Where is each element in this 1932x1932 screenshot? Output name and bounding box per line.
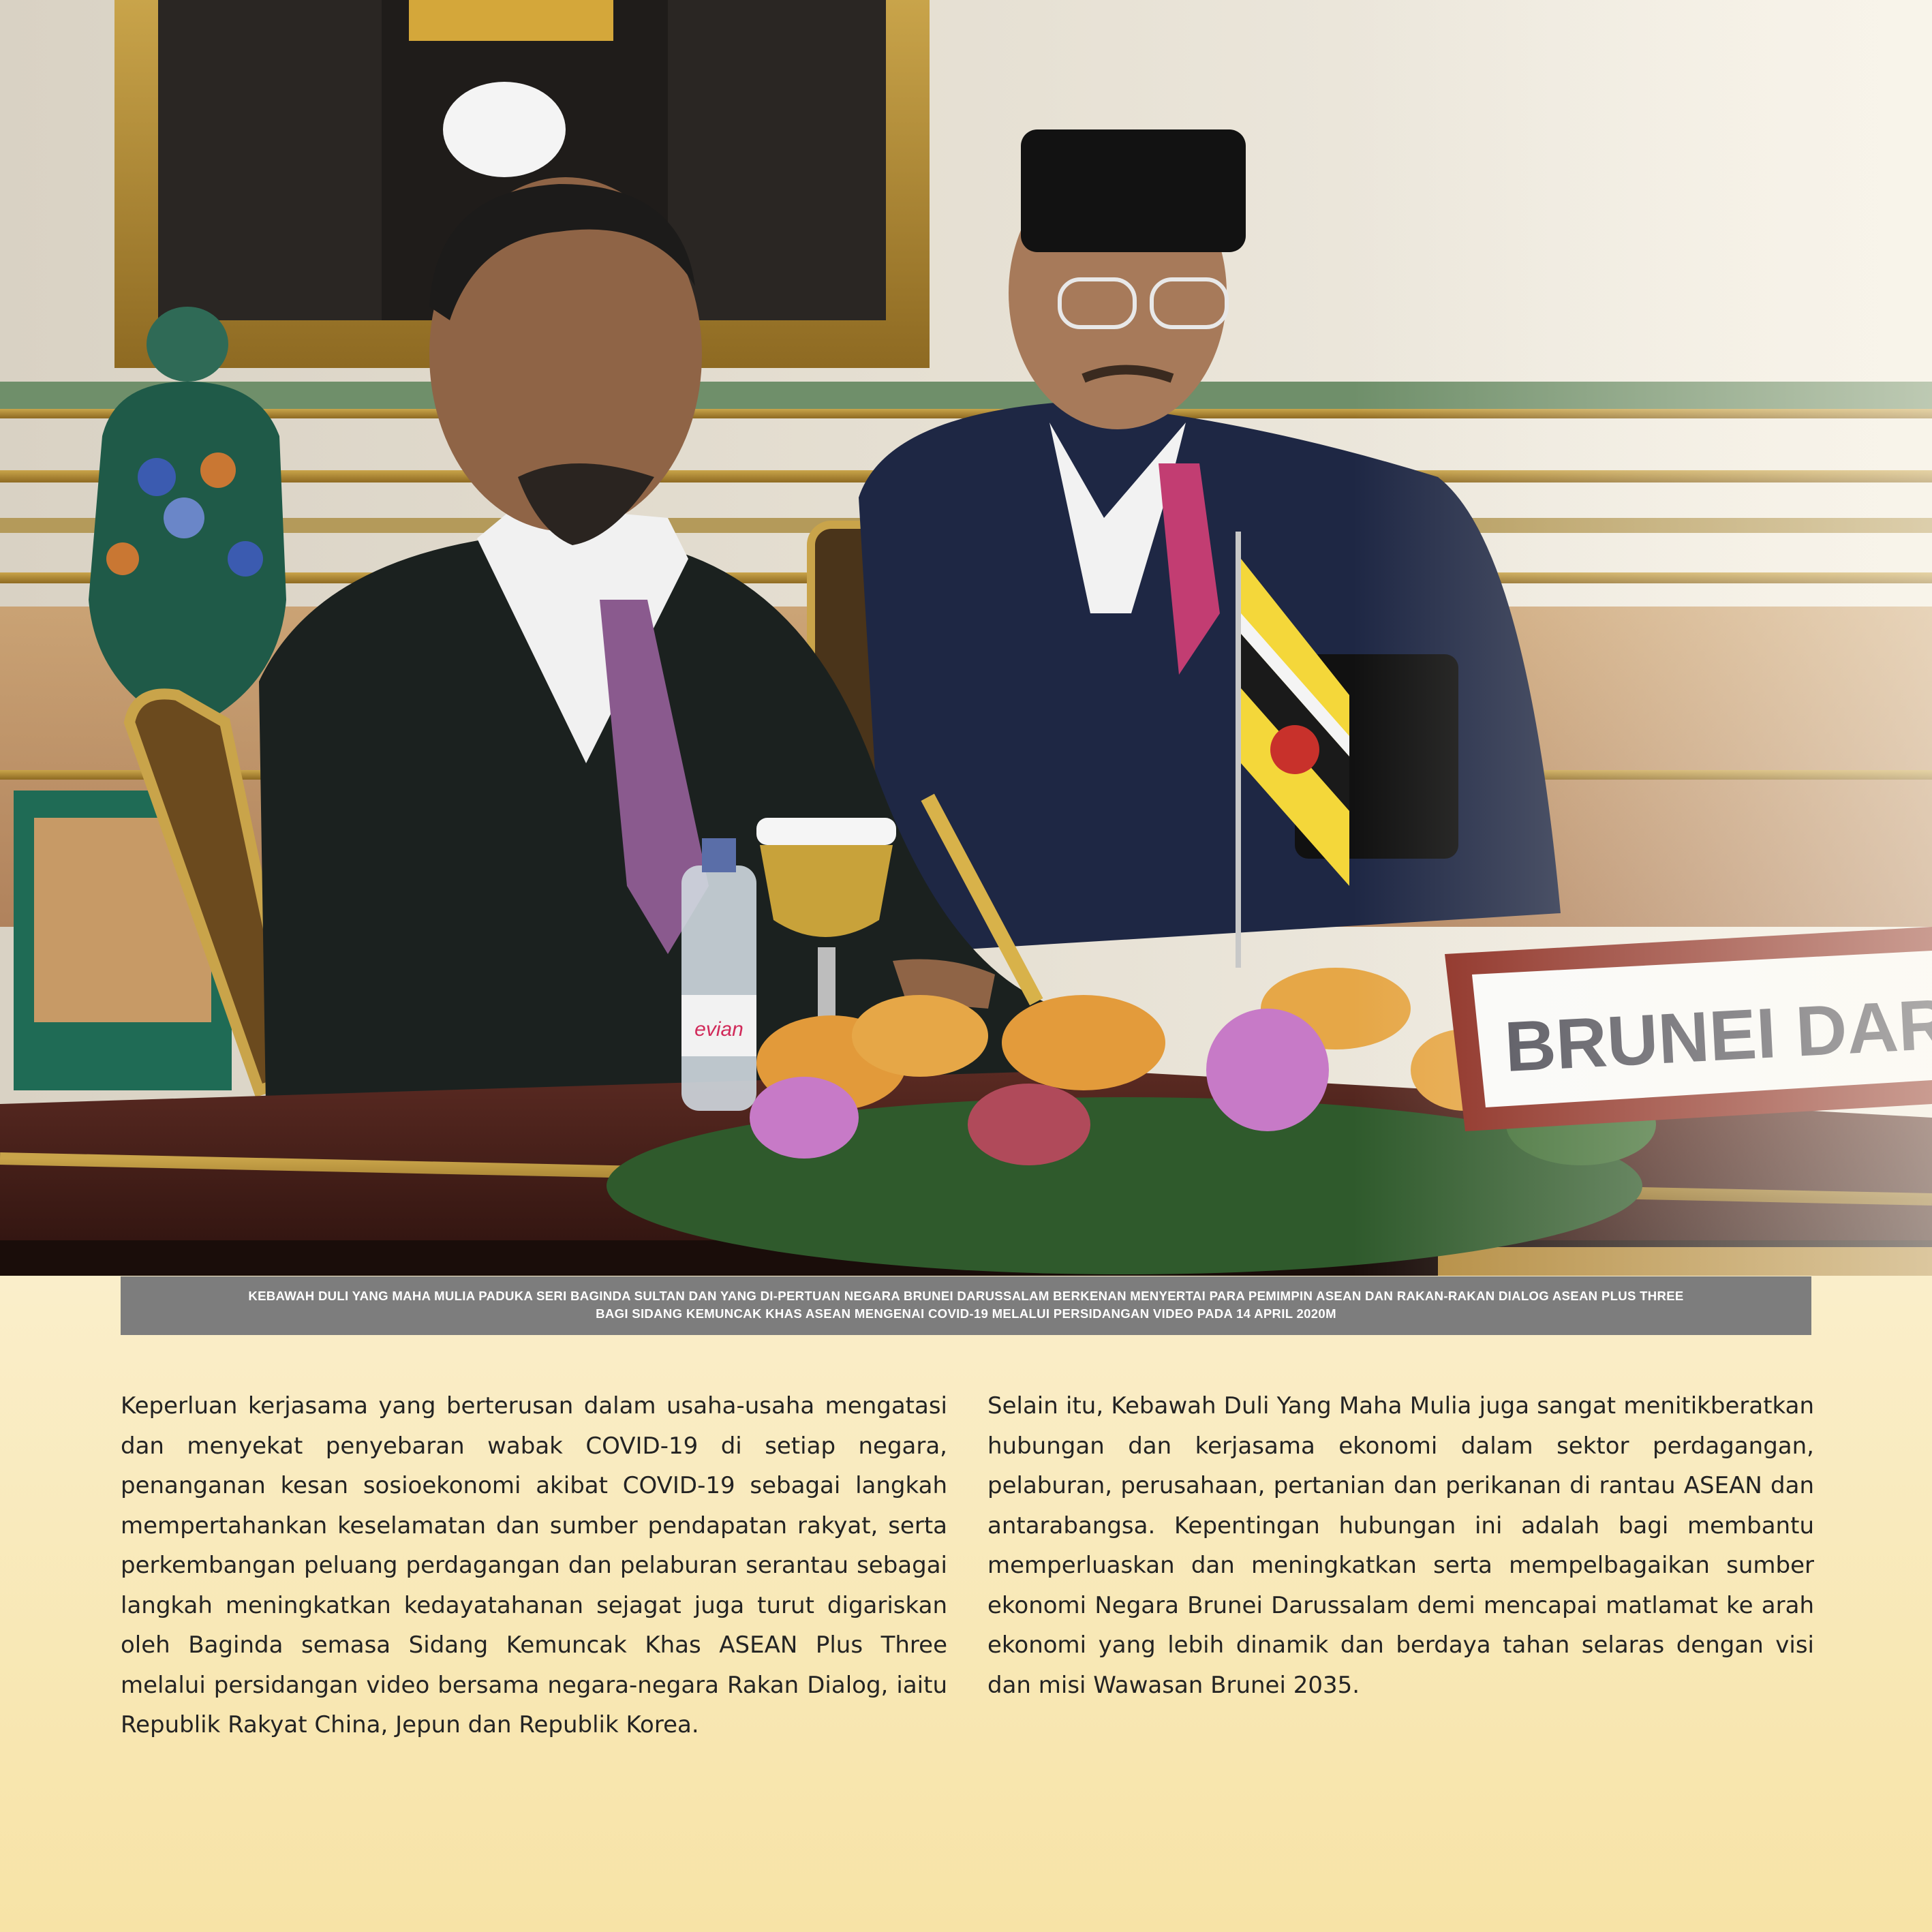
right-paragraph: Selain itu, Kebawah Duli Yang Maha Mulia juga sangat menitikberatkan hubungan dan kerjasama ekonomi dalam sektor perdagangan, pelaburan, perusahaan, pertanian dan perikanan di rantau ASEAN dan antarabangsa. Kepentingan hubungan ini adalah bagi membantu memperluaskan dan meningkatkan serta mempelbagaikan sumber ekonomi Negara Brunei Darussalam demi mencapai matlamat ke arah ekonomi yang lebih dinamik dan berdaya tahan selaras dengan visi dan misi Wawasan Brunei 2035. [987, 1392, 1814, 1699]
body-column-left [121, 1386, 947, 1745]
caption-line-2: BAGI SIDANG KEMUNCAK KHAS ASEAN MENGENAI COVID-19 MELALUI PERSIDANGAN VIDEO PADA 14 APRIL 2020M [596, 1306, 1336, 1321]
caption-line-1: KEBAWAH DULI YANG MAHA MULIA PADUKA SERI BAGINDA SULTAN DAN YANG DI-PERTUAN NEGARA BRUNEI DARUSSALAM BERKENAN MENYERTAI PARA PEMIMPIN ASEAN DAN RAKAN-RAKAN DIALOG ASEAN PLUS THREE [248, 1289, 1684, 1303]
body-column-right [987, 1386, 1814, 1705]
left-paragraph: Keperluan kerjasama yang berterusan dalam usaha-usaha mengatasi dan menyekat penyebaran wabak COVID-19 di setiap negara, penanganan kesan sosioekonomi akibat COVID-19 sebagai langkah mempertahankan keselamatan dan sumber pendapatan rakyat, serta perkembangan peluang perdagangan dan pelaburan serantau sebagai langkah meningkatkan kedayatahanan sejagat juga turut digariskan oleh Baginda semasa Sidang Kemuncak Khas ASEAN Plus Three melalui persidangan video bersama negara-negara Rakan Dialog, iaitu Republik Rakyat China, Jepun dan Republik Korea. [121, 1392, 947, 1738]
photo-caption [121, 1276, 1811, 1335]
